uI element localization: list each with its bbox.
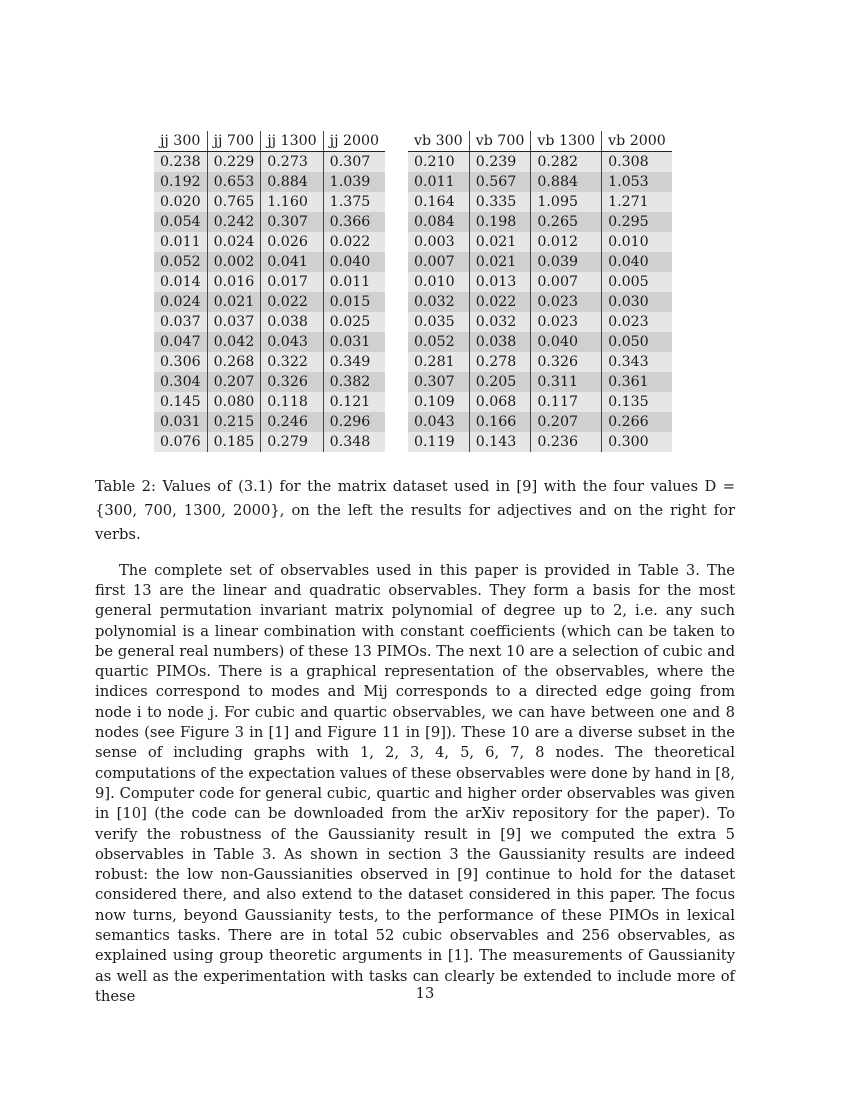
table-row <box>154 392 385 412</box>
table-cell: 0.266 <box>602 412 672 432</box>
table-row <box>154 292 385 312</box>
table-row <box>408 432 672 452</box>
table-cell: 1.271 <box>602 192 672 212</box>
table-cell: 0.307 <box>323 152 385 173</box>
table-cell: 0.038 <box>469 332 531 352</box>
table-cell: 0.040 <box>323 252 385 272</box>
table-cell: 0.215 <box>207 412 261 432</box>
table-row <box>408 292 672 312</box>
table-cell: 0.382 <box>323 372 385 392</box>
table-cell: 0.031 <box>154 412 207 432</box>
column-header: vb 2000 <box>602 131 672 152</box>
table-row <box>154 212 385 232</box>
table-cell: 0.032 <box>469 312 531 332</box>
table-cell: 0.246 <box>261 412 323 432</box>
table-cell: 0.039 <box>531 252 602 272</box>
page-number: 13 <box>415 985 435 1002</box>
table-cell: 0.011 <box>154 232 207 252</box>
table-cell: 0.043 <box>408 412 469 432</box>
table-cell: 0.307 <box>261 212 323 232</box>
table-row <box>154 372 385 392</box>
table-row <box>154 192 385 212</box>
column-header: jj 300 <box>154 131 207 152</box>
table-cell: 0.326 <box>531 352 602 372</box>
table-row <box>154 272 385 292</box>
table-cell: 0.281 <box>408 352 469 372</box>
table-cell: 0.005 <box>602 272 672 292</box>
table-cell: 0.207 <box>531 412 602 432</box>
table-cell: 0.014 <box>154 272 207 292</box>
table-cell: 0.035 <box>408 312 469 332</box>
table-cell: 0.010 <box>602 232 672 252</box>
table-cell: 0.021 <box>207 292 261 312</box>
table-row <box>154 432 385 452</box>
table-cell: 0.884 <box>531 172 602 192</box>
table-cell: 0.084 <box>408 212 469 232</box>
table-cell: 0.239 <box>469 152 531 173</box>
table-cell: 0.164 <box>408 192 469 212</box>
column-header: jj 2000 <box>323 131 385 152</box>
caption-text: Values of (3.1) for the matrix dataset used in [9] with the four values D = {300, 700, 1300, 2000}, on the left the results for adjectives and on the right for verbs. <box>95 478 736 543</box>
table-cell: 0.210 <box>408 152 469 173</box>
table-cell: 0.022 <box>261 292 323 312</box>
table-cell: 0.040 <box>602 252 672 272</box>
table-cell: 1.375 <box>323 192 385 212</box>
table-cell: 0.020 <box>154 192 207 212</box>
table-cell: 0.343 <box>602 352 672 372</box>
table-cell: 0.268 <box>207 352 261 372</box>
table-cell: 0.043 <box>261 332 323 352</box>
table-row <box>154 172 385 192</box>
table-cell: 0.021 <box>469 232 531 252</box>
table-row <box>408 272 672 292</box>
table-cell: 0.366 <box>323 212 385 232</box>
table-cell: 0.040 <box>531 332 602 352</box>
table-cell: 0.032 <box>408 292 469 312</box>
table-cell: 0.007 <box>531 272 602 292</box>
table-cell: 0.080 <box>207 392 261 412</box>
table-cell: 0.024 <box>207 232 261 252</box>
table-row <box>408 352 672 372</box>
table-row <box>408 232 672 252</box>
table-cell: 0.282 <box>531 152 602 173</box>
table-row <box>408 212 672 232</box>
table-row <box>408 412 672 432</box>
table-row <box>154 252 385 272</box>
table-cell: 0.166 <box>469 412 531 432</box>
table-cell: 0.076 <box>154 432 207 452</box>
table-cell: 0.185 <box>207 432 261 452</box>
table-cell: 0.011 <box>323 272 385 292</box>
table-cell: 0.023 <box>531 312 602 332</box>
caption-label: Table 2: <box>95 478 156 495</box>
table-row <box>408 332 672 352</box>
table-cell: 0.349 <box>323 352 385 372</box>
table-cell: 0.016 <box>207 272 261 292</box>
table-cell: 0.109 <box>408 392 469 412</box>
table-cell: 0.361 <box>602 372 672 392</box>
table-row <box>154 232 385 252</box>
table-cell: 1.053 <box>602 172 672 192</box>
table-cell: 0.037 <box>154 312 207 332</box>
table-cell: 0.052 <box>408 332 469 352</box>
column-header: vb 1300 <box>531 131 602 152</box>
table-cell: 0.023 <box>531 292 602 312</box>
table-cell: 0.304 <box>154 372 207 392</box>
table-cell: 0.192 <box>154 172 207 192</box>
table-cell: 0.567 <box>469 172 531 192</box>
table-cell: 0.118 <box>261 392 323 412</box>
table-caption <box>95 475 735 547</box>
table-cell: 0.023 <box>602 312 672 332</box>
table-cell: 0.322 <box>261 352 323 372</box>
table-cell: 0.025 <box>323 312 385 332</box>
table-cell: 0.117 <box>531 392 602 412</box>
table-cell: 0.326 <box>261 372 323 392</box>
table-cell: 0.022 <box>469 292 531 312</box>
table-cell: 0.031 <box>323 332 385 352</box>
table-cell: 0.015 <box>323 292 385 312</box>
table-row <box>154 352 385 372</box>
table-cell: 0.242 <box>207 212 261 232</box>
table-cell: 0.143 <box>469 432 531 452</box>
table-header-row <box>154 131 385 152</box>
table-cell: 0.311 <box>531 372 602 392</box>
table-row <box>408 192 672 212</box>
table-cell: 0.121 <box>323 392 385 412</box>
table-cell: 1.039 <box>323 172 385 192</box>
table-cell: 0.047 <box>154 332 207 352</box>
table-cell: 0.884 <box>261 172 323 192</box>
table-cell: 0.042 <box>207 332 261 352</box>
table-row <box>408 172 672 192</box>
table-cell: 0.050 <box>602 332 672 352</box>
table-cell: 0.238 <box>154 152 207 173</box>
table-cell: 1.160 <box>261 192 323 212</box>
table-cell: 0.236 <box>531 432 602 452</box>
table-row <box>408 372 672 392</box>
table-cell: 0.038 <box>261 312 323 332</box>
table-row <box>408 152 672 173</box>
table-cell: 0.052 <box>154 252 207 272</box>
table-cell: 0.037 <box>207 312 261 332</box>
table-cell: 0.295 <box>602 212 672 232</box>
table-cell: 0.279 <box>261 432 323 452</box>
table-cell: 0.265 <box>531 212 602 232</box>
column-header: jj 1300 <box>261 131 323 152</box>
table-cell: 0.024 <box>154 292 207 312</box>
table-cell: 0.054 <box>154 212 207 232</box>
table-cell: 0.003 <box>408 232 469 252</box>
table-header-row <box>408 131 672 152</box>
table-cell: 1.095 <box>531 192 602 212</box>
table-cell: 0.205 <box>469 372 531 392</box>
table-cell: 0.030 <box>602 292 672 312</box>
table-cell: 0.308 <box>602 152 672 173</box>
table-cell: 0.068 <box>469 392 531 412</box>
body-paragraph: The complete set of observables used in this paper is provided in Table 3. The first 13 are the linear and quadratic observables. They form a basis for the most general permutation invariant matrix polynomial of degree up to 2, i.e. any such polynomial is a linear combination with constant coefficients (which can be taken to be general real numbers) of these 13 PIMOs. The next 10 are a selection of cubic and quartic PIMOs. There is a graphical representation of the observables, where the indices correspond to modes and Mij corresponds to a directed edge going from node i to node j. For cubic and quartic observables, we can have between one and 8 nodes (see Figure 3 in [1] and Figure 11 in [9]). These 10 are a diverse subset in the sense of including graphs with 1, 2, 3, 4, 5, 6, 7, 8 nodes. The theoretical computations of the expectation values of these observables were done by hand in [8, 9]. Computer code for general cubic, quartic and higher order observables was given in [10] (the code can be downloaded from the arXiv repository for the paper). To verify the robustness of the Gaussianity result in [9] we computed the extra 5 observables in Table 3. As shown in section 3 the Gaussianity results are indeed robust: the low non-Gaussianities observed in [9] continue to hold for the dataset considered there, and also extend to the dataset considered in this paper. The focus now turns, beyond Gaussianity tests, to the performance of these PIMOs in lexical semantics tasks. There are in total 52 cubic observables and 256 observables, as explained using group theoretic arguments in [1]. The measurements of Gaussianity as well as the experimentation with tasks can clearly be extended to include more of these <box>95 561 735 1005</box>
table-cell: 0.300 <box>602 432 672 452</box>
table-cell: 0.296 <box>323 412 385 432</box>
table-row <box>408 392 672 412</box>
table-cell: 0.307 <box>408 372 469 392</box>
table-row <box>154 332 385 352</box>
table-cell: 0.026 <box>261 232 323 252</box>
table-cell: 0.010 <box>408 272 469 292</box>
table-cell: 0.145 <box>154 392 207 412</box>
table-cell: 0.011 <box>408 172 469 192</box>
table-cell: 0.013 <box>469 272 531 292</box>
table-verbs <box>408 131 672 452</box>
table-cell: 0.335 <box>469 192 531 212</box>
table-cell: 0.135 <box>602 392 672 412</box>
table-cell: 0.002 <box>207 252 261 272</box>
table-cell: 0.041 <box>261 252 323 272</box>
table-cell: 0.306 <box>154 352 207 372</box>
table-row <box>408 252 672 272</box>
table-cell: 0.765 <box>207 192 261 212</box>
table-cell: 0.273 <box>261 152 323 173</box>
table-cell: 0.229 <box>207 152 261 173</box>
table-cell: 0.198 <box>469 212 531 232</box>
table-cell: 0.207 <box>207 372 261 392</box>
column-header: vb 300 <box>408 131 469 152</box>
table-cell: 0.119 <box>408 432 469 452</box>
table-cell: 0.348 <box>323 432 385 452</box>
table-adjectives <box>154 131 385 452</box>
table-cell: 0.012 <box>531 232 602 252</box>
table-row <box>408 312 672 332</box>
table-row <box>154 152 385 173</box>
column-header: vb 700 <box>469 131 531 152</box>
table-cell: 0.022 <box>323 232 385 252</box>
table-cell: 0.278 <box>469 352 531 372</box>
table-cell: 0.021 <box>469 252 531 272</box>
table-row <box>154 312 385 332</box>
table-cell: 0.007 <box>408 252 469 272</box>
table-cell: 0.017 <box>261 272 323 292</box>
table-cell: 0.653 <box>207 172 261 192</box>
column-header: jj 700 <box>207 131 261 152</box>
table-row <box>154 412 385 432</box>
